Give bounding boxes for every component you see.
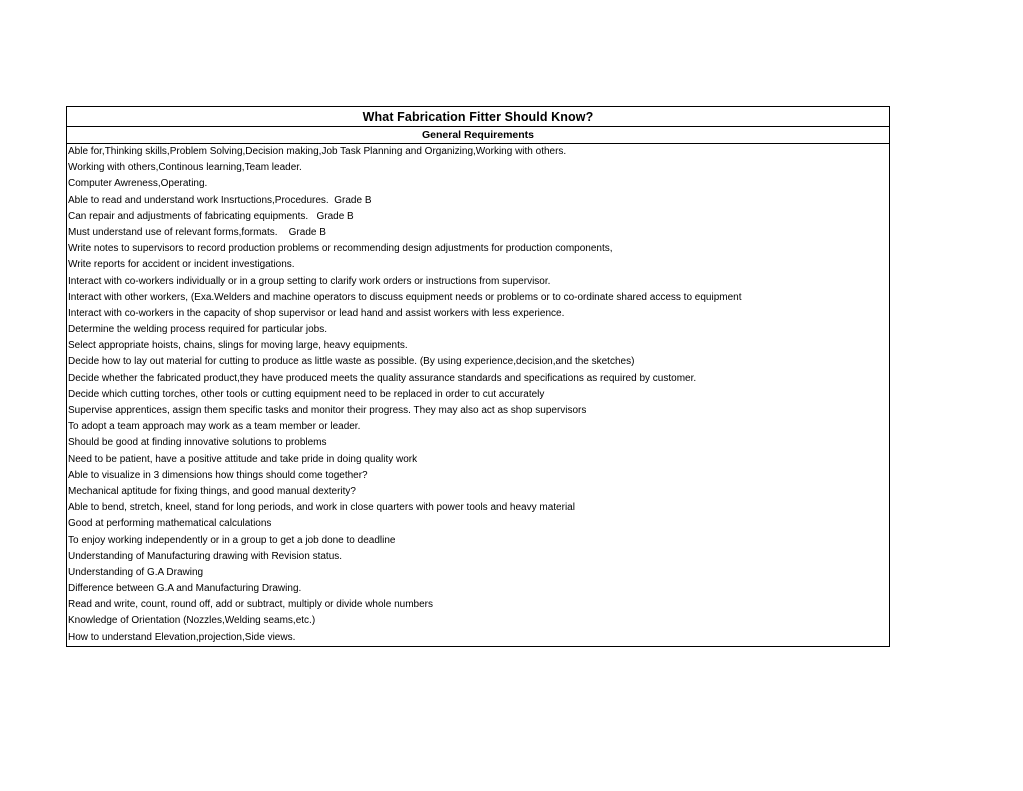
requirement-row: Determine the welding process required for particular jobs. [68, 324, 328, 336]
requirement-row: Difference between G.A and Manufacturing Drawing. [68, 583, 302, 595]
requirement-row: Good at performing mathematical calculations [68, 518, 272, 530]
requirement-row: Interact with co-workers individually or in a group setting to clarify work orders or instructions from supervisor. [68, 275, 551, 287]
requirement-row: Must understand use of relevant forms,formats. Grade B [68, 226, 326, 238]
requirements-list [67, 144, 889, 646]
requirement-row: Mechanical aptitude for fixing things, and good manual dexterity? [68, 485, 356, 497]
requirement-row: Able to read and understand work Insrtuctions,Procedures. Grade B [68, 194, 372, 206]
requirement-row: Should be good at finding innovative solutions to problems [68, 437, 327, 449]
requirement-row: Read and write, count, round off, add or subtract, multiply or divide whole numbers [68, 599, 434, 611]
requirement-row: To enjoy working independently or in a group to get a job done to deadline [68, 534, 396, 546]
requirement-row: Write notes to supervisors to record production problems or recommending design adjustments for production components, [68, 243, 613, 255]
requirement-row: Need to be patient, have a positive attitude and take pride in doing quality work [68, 453, 418, 465]
requirement-row: Computer Awreness,Operating. [68, 178, 208, 190]
requirement-row: Able to bend, stretch, kneel, stand for long periods, and work in close quarters with power tools and heavy material [68, 502, 575, 514]
table-title: What Fabrication Fitter Should Know? [67, 107, 889, 127]
requirement-row: Able to visualize in 3 dimensions how things should come together? [68, 469, 368, 481]
requirement-row: Able for,Thinking skills,Problem Solving,Decision making,Job Task Planning and Organizing,Working with others. [68, 146, 567, 157]
requirement-row: Decide whether the fabricated product,they have produced meets the quality assurance standards and specifications as required by customer. [68, 372, 697, 384]
requirement-row: Working with others,Continous learning,Team leader. [68, 162, 302, 174]
table-subtitle: General Requirements [67, 127, 889, 144]
requirement-row: Decide how to lay out material for cutting to produce as little waste as possible. (By using experience,decision,and the sketches) [68, 356, 635, 368]
requirement-row: Write reports for accident or incident investigations. [68, 259, 295, 271]
requirement-row: To adopt a team approach may work as a team member or leader. [68, 421, 361, 433]
requirement-row: Can repair and adjustments of fabricating equipments. Grade B [68, 210, 354, 222]
requirement-row: How to understand Elevation,projection,Side views. [68, 631, 296, 643]
requirements-table [66, 106, 890, 647]
requirement-row: Select appropriate hoists, chains, slings for moving large, heavy equipments. [68, 340, 408, 352]
requirement-row: Interact with co-workers in the capacity of shop supervisor or lead hand and assist workers with less experience. [68, 307, 565, 319]
requirement-row: Supervise apprentices, assign them specific tasks and monitor their progress. They may also act as shop supervisors [68, 405, 587, 416]
requirement-row: Decide which cutting torches, other tools or cutting equipment need to be replaced in order to cut accurately [68, 388, 545, 400]
requirement-row: Understanding of G.A Drawing [68, 566, 204, 578]
requirement-row: Interact with other workers, (Exa.Welders and machine operators to discuss equipment needs or problems or to co-ordinate shared access to equipment [68, 291, 742, 303]
requirement-row: Knowledge of Orientation (Nozzles,Welding seams,etc.) [68, 615, 316, 627]
requirement-row: Understanding of Manufacturing drawing with Revision status. [68, 550, 343, 562]
